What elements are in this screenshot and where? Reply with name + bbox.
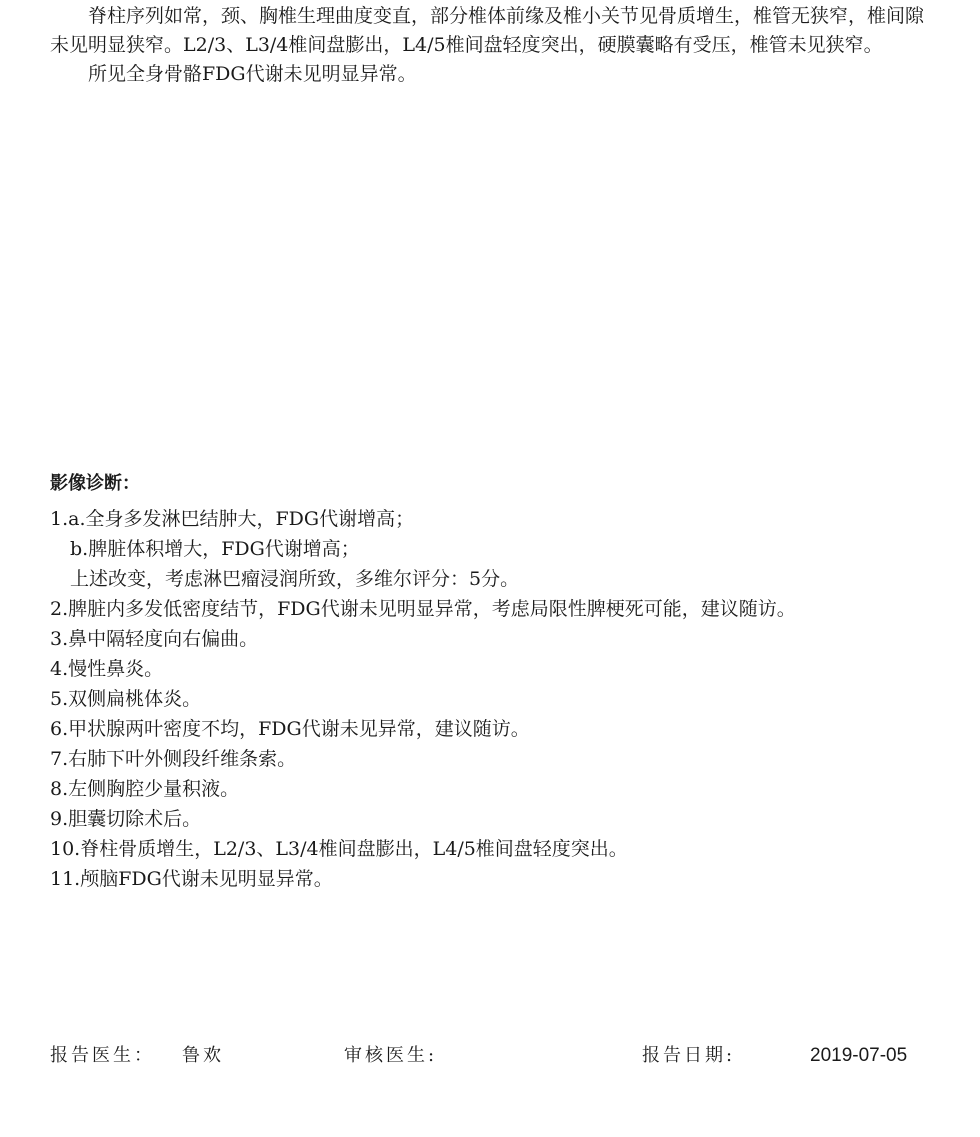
findings-paragraph-bones: 所见全身骨骼FDG代谢未见明显异常。: [88, 63, 417, 85]
diagnosis-item-5: 5.双侧扁桃体炎。: [50, 688, 202, 710]
diagnosis-item-1a: 1.a.全身多发淋巴结肿大，FDG代谢增高；: [50, 508, 415, 530]
diagnosis-list: [50, 504, 950, 894]
diagnosis-title: 影像诊断：: [50, 473, 140, 494]
reviewing-doctor-label: 审核医生:: [344, 1045, 438, 1066]
diagnosis-item-1b: b.脾脏体积增大，FDG代谢增高；: [70, 538, 360, 560]
diagnosis-item-9: 9.胆囊切除术后。: [50, 808, 202, 830]
reporting-doctor-name: 鲁欢: [182, 1045, 224, 1066]
diagnosis-item-3: 3.鼻中隔轻度向右偏曲。: [50, 628, 259, 650]
diagnosis-item-10: 10.脊柱骨质增生，L2/3、L3/4椎间盘膨出，L4/5椎间盘轻度突出。: [50, 838, 628, 860]
diagnosis-item-6: 6.甲状腺两叶密度不均，FDG代谢未见异常，建议随访。: [50, 718, 530, 740]
diagnosis-item-4: 4.慢性鼻炎。: [50, 658, 164, 680]
diagnosis-item-7: 7.右肺下叶外侧段纤维条索。: [50, 748, 297, 770]
diagnosis-item-1-conclusion: 上述改变，考虑淋巴瘤浸润所致，多维尔评分：5分。: [70, 568, 520, 590]
findings-paragraph-spine: 脊柱序列如常，颈、胸椎生理曲度变直，部分椎体前缘及椎小关节见骨质增生，椎管无狭窄，椎间隙未见明显狭窄。L2/3、L3/4椎间盘膨出，L4/5椎间盘轻度突出，硬膜囊略有受压，椎管未见狭窄。: [50, 5, 925, 56]
diagnosis-item-2: 2.脾脏内多发低密度结节，FDG代谢未见明显异常，考虑局限性脾梗死可能，建议随访。: [50, 598, 796, 620]
findings-section: [50, 2, 940, 89]
report-date-value: 2019-07-05: [810, 1045, 908, 1066]
diagnosis-item-8: 8.左侧胸腔少量积液。: [50, 778, 240, 800]
reporting-doctor-label: 报告医生：: [50, 1045, 155, 1066]
diagnosis-item-11: 11.颅脑FDG代谢未见明显异常。: [50, 868, 333, 890]
report-date-label: 报告日期:: [642, 1045, 736, 1066]
